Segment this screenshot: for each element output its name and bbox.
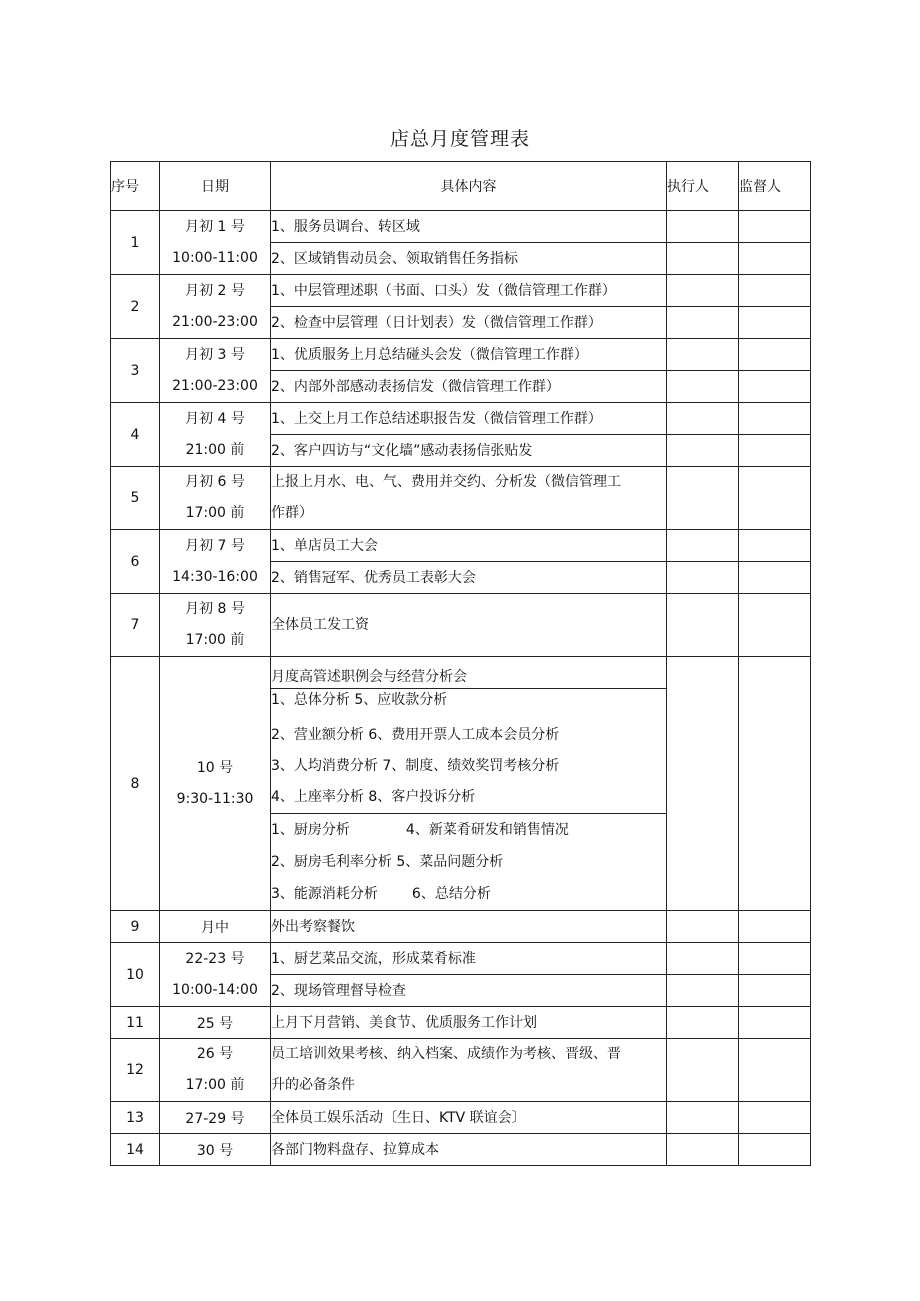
date-cell: 27-29 号 (160, 1102, 271, 1134)
supervisor-cell (739, 275, 811, 307)
time-line: 21:00 前 (185, 441, 245, 458)
table-row (111, 275, 811, 307)
seq-cell: 7 (111, 594, 160, 657)
content-cell: 2、区域销售动员会、领取销售任务指标 (271, 243, 667, 275)
content-line (271, 878, 666, 910)
supervisor-cell (739, 435, 811, 467)
supervisor-cell (739, 403, 811, 435)
seq-cell: 6 (111, 530, 160, 594)
content-line (271, 846, 666, 878)
content-cell: 1、上交上月工作总结述职报告发（微信管理工作群） (271, 403, 667, 435)
content-part: 1、厨房分析 (271, 822, 350, 838)
executor-cell (667, 975, 739, 1007)
content-cell: 2、销售冠军、优秀员工表彰大会 (271, 562, 667, 594)
table-row (111, 1134, 811, 1166)
executor-cell (667, 911, 739, 943)
seq-cell: 1 (111, 211, 160, 275)
page-title: 店总月度管理表 (389, 128, 530, 150)
seq-cell: 8 (111, 657, 160, 911)
date-line: 月初 4 号 (185, 410, 245, 427)
date-cell (160, 339, 271, 403)
executor-cell (667, 467, 739, 530)
executor-cell (667, 275, 739, 307)
executor-cell (667, 1007, 739, 1039)
seq-cell: 12 (111, 1039, 160, 1102)
content-part: 3、能源消耗分析 (271, 886, 378, 902)
executor-cell (667, 530, 739, 562)
time-line: 14:30-16:00 (172, 568, 258, 585)
date-line: 月初 2 号 (185, 282, 245, 299)
table-row (111, 1039, 811, 1102)
date-line: 10 号 (196, 759, 234, 776)
content-cell (271, 814, 667, 911)
content-line: 上报上月水、电、气、费用并交约、分析发（微信管理工 (271, 474, 621, 490)
date-cell (160, 943, 271, 1007)
executor-cell (667, 435, 739, 467)
date-line: 月初 1 号 (185, 218, 245, 235)
date-cell (160, 467, 271, 530)
table-row (111, 403, 811, 435)
date-cell: 30 号 (160, 1134, 271, 1166)
date-line: 月初 7 号 (185, 537, 245, 554)
content-cell: 月度高管述职例会与经营分析会 (271, 657, 667, 689)
header-seq: 序号 (111, 162, 160, 211)
content-cell: 1、服务员调台、转区域 (271, 211, 667, 243)
supervisor-cell (739, 562, 811, 594)
date-cell (160, 403, 271, 467)
date-line: 月初 3 号 (185, 346, 245, 363)
date-cell (160, 211, 271, 275)
table-row (111, 657, 811, 689)
supervisor-cell (739, 943, 811, 975)
seq-cell: 5 (111, 467, 160, 530)
header-content: 具体内容 (271, 162, 667, 211)
seq-cell: 2 (111, 275, 160, 339)
executor-cell (667, 1039, 739, 1102)
seq-cell: 3 (111, 339, 160, 403)
header-date: 日期 (160, 162, 271, 211)
executor-cell (667, 594, 739, 657)
content-cell: 全体员工娱乐活动〔生日、KTV 联谊会〕 (271, 1102, 667, 1134)
content-cell: 1、优质服务上月总结碰头会发（微信管理工作群） (271, 339, 667, 371)
date-line: 月初 8 号 (185, 601, 245, 617)
content-part: 4、新菜肴研发和销售情况 (405, 822, 569, 838)
content-cell: 外出考察餐饮 (271, 911, 667, 943)
management-table (110, 161, 811, 1166)
content-line: 升的必备条件 (271, 1077, 355, 1093)
date-cell: 月中 (160, 911, 271, 943)
date-cell (160, 275, 271, 339)
executor-cell (667, 1134, 739, 1166)
supervisor-cell (739, 339, 811, 371)
time-line: 21:00-23:00 (172, 313, 258, 330)
date-line: 22-23 号 (185, 950, 245, 967)
seq-cell: 11 (111, 1007, 160, 1039)
executor-cell (667, 211, 739, 243)
content-cell (271, 1039, 667, 1102)
table-row (111, 911, 811, 943)
content-cell: 各部门物料盘存、拉算成本 (271, 1134, 667, 1166)
date-cell (160, 1039, 271, 1102)
executor-cell (667, 339, 739, 371)
content-line: 员工培训效果考核、纳入档案、成绩作为考核、晋级、晋 (271, 1046, 621, 1062)
content-cell: 2、内部外部感动表扬信发（微信管理工作群） (271, 371, 667, 403)
date-cell (160, 530, 271, 594)
supervisor-cell (739, 530, 811, 562)
content-cell (271, 467, 667, 530)
date-cell: 25 号 (160, 1007, 271, 1039)
supervisor-cell (739, 1102, 811, 1134)
content-cell: 1、厨艺菜品交流，形成菜肴标准 (271, 943, 667, 975)
content-cell: 2、检查中层管理（日计划表）发（微信管理工作群） (271, 307, 667, 339)
time-line: 10:00-11:00 (172, 249, 258, 266)
table-row (111, 1007, 811, 1039)
executor-cell (667, 943, 739, 975)
time-line: 17:00 前 (185, 632, 245, 648)
table-row (111, 467, 811, 530)
executor-cell (667, 243, 739, 275)
content-part: 6、总结分析 (411, 886, 491, 902)
supervisor-cell (739, 594, 811, 657)
executor-cell (667, 307, 739, 339)
header-supervisor: 监督人 (739, 162, 811, 211)
seq-cell: 9 (111, 911, 160, 943)
supervisor-cell (739, 371, 811, 403)
seq-cell: 4 (111, 403, 160, 467)
supervisor-cell (739, 1039, 811, 1102)
content-line: 1、总体分析 5、应收款分析 (271, 692, 448, 708)
time-line: 17:00 前 (185, 1077, 245, 1093)
table-row (111, 943, 811, 975)
executor-cell (667, 403, 739, 435)
content-cell: 上月下月营销、美食节、优质服务工作计划 (271, 1007, 667, 1039)
seq-cell: 13 (111, 1102, 160, 1134)
supervisor-cell (739, 657, 811, 911)
supervisor-cell (739, 975, 811, 1007)
supervisor-cell (739, 307, 811, 339)
time-line: 17:00 前 (185, 505, 245, 521)
seq-cell: 14 (111, 1134, 160, 1166)
supervisor-cell (739, 243, 811, 275)
table-row (111, 339, 811, 371)
content-line: 3、人均消费分析 7、制度、绩效奖罚考核分析 (271, 758, 560, 774)
content-cell: 全体员工发工资 (271, 594, 667, 657)
table-row (111, 1102, 811, 1134)
content-part: 2、厨房毛利率分析 5、菜品问题分析 (271, 854, 504, 870)
table-row (111, 211, 811, 243)
date-line: 月初 6 号 (185, 474, 245, 490)
content-cell: 2、客户四访与“文化墙”感动表扬信张贴发 (271, 435, 667, 467)
table-row (111, 594, 811, 657)
executor-cell (667, 1102, 739, 1134)
content-cell (271, 689, 667, 814)
time-line: 21:00-23:00 (172, 377, 258, 394)
content-line: 2、营业额分析 6、费用开票人工成本会员分析 (271, 727, 560, 743)
date-cell (160, 657, 271, 911)
supervisor-cell (739, 467, 811, 530)
table-row (111, 530, 811, 562)
seq-cell: 10 (111, 943, 160, 1007)
supervisor-cell (739, 1007, 811, 1039)
header-executor: 执行人 (667, 162, 739, 211)
executor-cell (667, 371, 739, 403)
time-line: 9:30-11:30 (176, 790, 254, 807)
supervisor-cell (739, 211, 811, 243)
content-line: 4、上座率分析 8、客户投诉分析 (271, 789, 476, 805)
date-cell (160, 594, 271, 657)
executor-cell (667, 657, 739, 911)
content-cell: 1、中层管理述职（书面、口头）发（微信管理工作群） (271, 275, 667, 307)
time-line: 10:00-14:00 (172, 981, 258, 998)
executor-cell (667, 562, 739, 594)
supervisor-cell (739, 1134, 811, 1166)
header-row (111, 162, 811, 211)
supervisor-cell (739, 911, 811, 943)
content-line: 作群） (271, 505, 313, 521)
content-line (271, 814, 666, 846)
content-cell: 1、单店员工大会 (271, 530, 667, 562)
content-cell: 2、现场管理督导检查 (271, 975, 667, 1007)
date-line: 26 号 (196, 1046, 234, 1062)
